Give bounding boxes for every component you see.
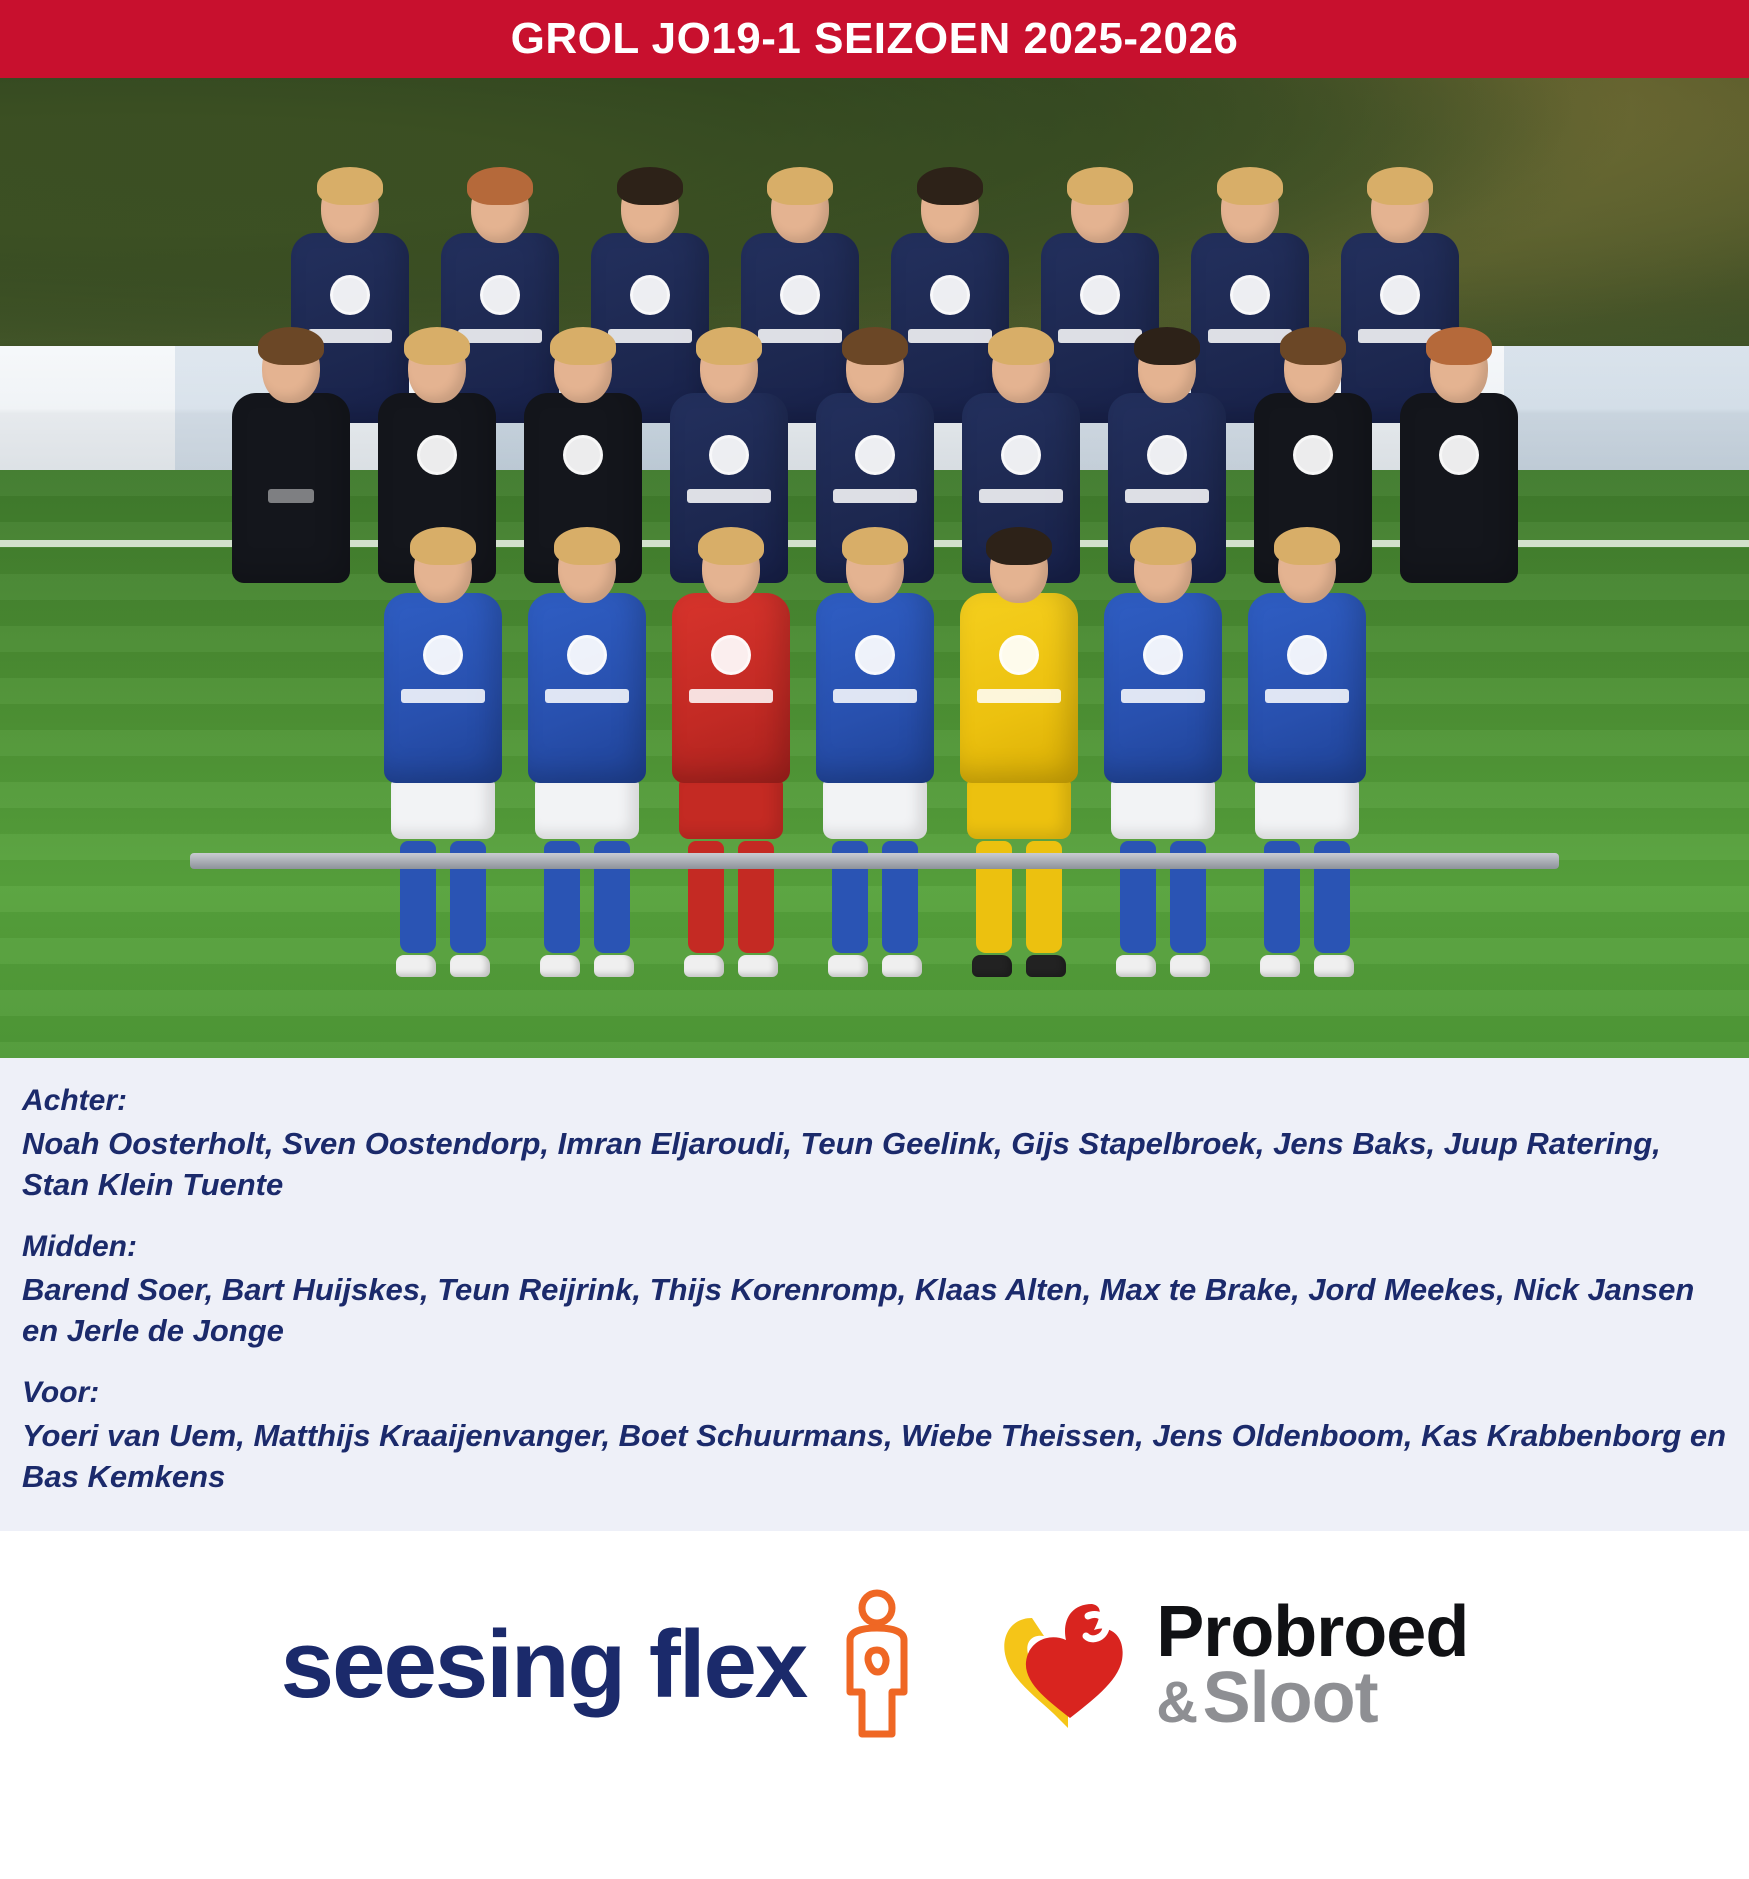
- club-badge-icon: [1230, 275, 1270, 315]
- hair: [1134, 327, 1200, 365]
- shorts: [967, 779, 1071, 839]
- shirt-sponsor: [545, 689, 629, 703]
- player-figure: [809, 533, 941, 977]
- probroed-wordmark: Probroed: [1156, 1592, 1469, 1673]
- sloot-wordmark: Sloot: [1202, 1658, 1378, 1739]
- hair: [617, 167, 683, 205]
- names-list-middle: Barend Soer, Bart Huijskes, Teun Reijrink, Thijs Korenromp, Klaas Alten, Max te Brake, Jord Meekes, Nick Jansen en Jerle de Jonge: [22, 1271, 1695, 1348]
- hair: [986, 527, 1052, 565]
- shirt-sponsor: [401, 689, 485, 703]
- probroed-heart-icon: [992, 1588, 1142, 1743]
- shirt-sponsor: [608, 329, 692, 343]
- shirt-sponsor: [458, 329, 542, 343]
- club-badge-icon: [930, 275, 970, 315]
- shirt-sponsor: [833, 689, 917, 703]
- hair: [410, 527, 476, 565]
- club-badge-icon: [711, 635, 751, 675]
- player-figure: [665, 533, 797, 977]
- goalkeeper-figure: [953, 533, 1085, 977]
- club-badge-icon: [855, 635, 895, 675]
- player-figure: [377, 533, 509, 977]
- club-badge-icon: [423, 635, 463, 675]
- hair: [988, 327, 1054, 365]
- shirt-sponsor: [1265, 689, 1349, 703]
- hair: [404, 327, 470, 365]
- shorts: [391, 779, 495, 839]
- club-badge-icon: [999, 635, 1039, 675]
- club-badge-icon: [417, 435, 457, 475]
- hair: [467, 167, 533, 205]
- seesing-figure-icon: [832, 1588, 922, 1743]
- player-figure: [1097, 533, 1229, 977]
- shirt-sponsor: [1208, 329, 1292, 343]
- team-names-block: [0, 1058, 1749, 1531]
- shirt-sponsor: [833, 489, 917, 503]
- club-badge-icon: [1001, 435, 1041, 475]
- hair: [698, 527, 764, 565]
- names-label-middle: Midden:: [22, 1229, 137, 1263]
- hair: [258, 327, 324, 365]
- hair: [842, 327, 908, 365]
- bench: [190, 853, 1559, 869]
- shirt-sponsor: [758, 329, 842, 343]
- club-badge-icon: [1147, 435, 1187, 475]
- club-badge-icon: [1143, 635, 1183, 675]
- names-group-front: [22, 1376, 1727, 1498]
- club-badge-icon: [630, 275, 670, 315]
- seesing-flex-wordmark: seesing flex: [280, 1611, 807, 1719]
- hair: [767, 167, 833, 205]
- hair: [554, 527, 620, 565]
- shirt-sponsor: [1125, 489, 1209, 503]
- shirt-sponsor: [1058, 329, 1142, 343]
- shirt-sponsor: [268, 489, 314, 503]
- hair: [1067, 167, 1133, 205]
- sponsor-seesing-flex: [281, 1588, 923, 1743]
- club-badge-icon: [1293, 435, 1333, 475]
- hair: [1274, 527, 1340, 565]
- page-title: GROL JO19-1 SEIZOEN 2025-2026: [510, 14, 1239, 63]
- photo-row-front: [0, 533, 1749, 977]
- club-badge-icon: [480, 275, 520, 315]
- shirt-sponsor: [687, 489, 771, 503]
- club-badge-icon: [1380, 275, 1420, 315]
- shorts: [535, 779, 639, 839]
- hair: [550, 327, 616, 365]
- club-badge-icon: [1439, 435, 1479, 475]
- probroed-ampersand: &: [1156, 1670, 1199, 1736]
- hair: [842, 527, 908, 565]
- team-photo: [0, 78, 1749, 1058]
- hair: [1130, 527, 1196, 565]
- shorts: [823, 779, 927, 839]
- hair: [317, 167, 383, 205]
- title-banner: [0, 0, 1749, 78]
- shirt-sponsor: [908, 329, 992, 343]
- shorts: [679, 779, 783, 839]
- hair: [696, 327, 762, 365]
- shirt-sponsor: [977, 689, 1061, 703]
- names-list-front: Yoeri van Uem, Matthijs Kraaijenvanger, Boet Schuurmans, Wiebe Theissen, Jens Oldenboom, Kas Krabbenborg en Bas Kemkens: [22, 1417, 1727, 1494]
- club-badge-icon: [855, 435, 895, 475]
- club-badge-icon: [1287, 635, 1327, 675]
- club-badge-icon: [567, 635, 607, 675]
- club-badge-icon: [1080, 275, 1120, 315]
- names-group-back: [22, 1084, 1727, 1206]
- names-label-back: Achter:: [22, 1084, 128, 1117]
- club-badge-icon: [563, 435, 603, 475]
- hair: [1367, 167, 1433, 205]
- sponsor-probroed-sloot: [992, 1588, 1468, 1743]
- names-group-middle: [22, 1230, 1727, 1352]
- player-figure: [1241, 533, 1373, 977]
- names-list-back: Noah Oosterholt, Sven Oostendorp, Imran Eljaroudi, Teun Geelink, Gijs Stapelbroek, Jens Baks, Juup Ratering, Stan Klein Tuente: [22, 1126, 1661, 1202]
- sponsor-footer: [0, 1531, 1749, 1799]
- player-figure: [521, 533, 653, 977]
- hair: [1426, 327, 1492, 365]
- shirt-sponsor: [689, 689, 773, 703]
- shirt-sponsor: [979, 489, 1063, 503]
- club-badge-icon: [709, 435, 749, 475]
- hair: [1217, 167, 1283, 205]
- shorts: [1255, 779, 1359, 839]
- club-badge-icon: [780, 275, 820, 315]
- shirt-sponsor: [1121, 689, 1205, 703]
- names-label-front: Voor:: [22, 1375, 100, 1409]
- club-badge-icon: [330, 275, 370, 315]
- hair: [917, 167, 983, 205]
- hair: [1280, 327, 1346, 365]
- shorts: [1111, 779, 1215, 839]
